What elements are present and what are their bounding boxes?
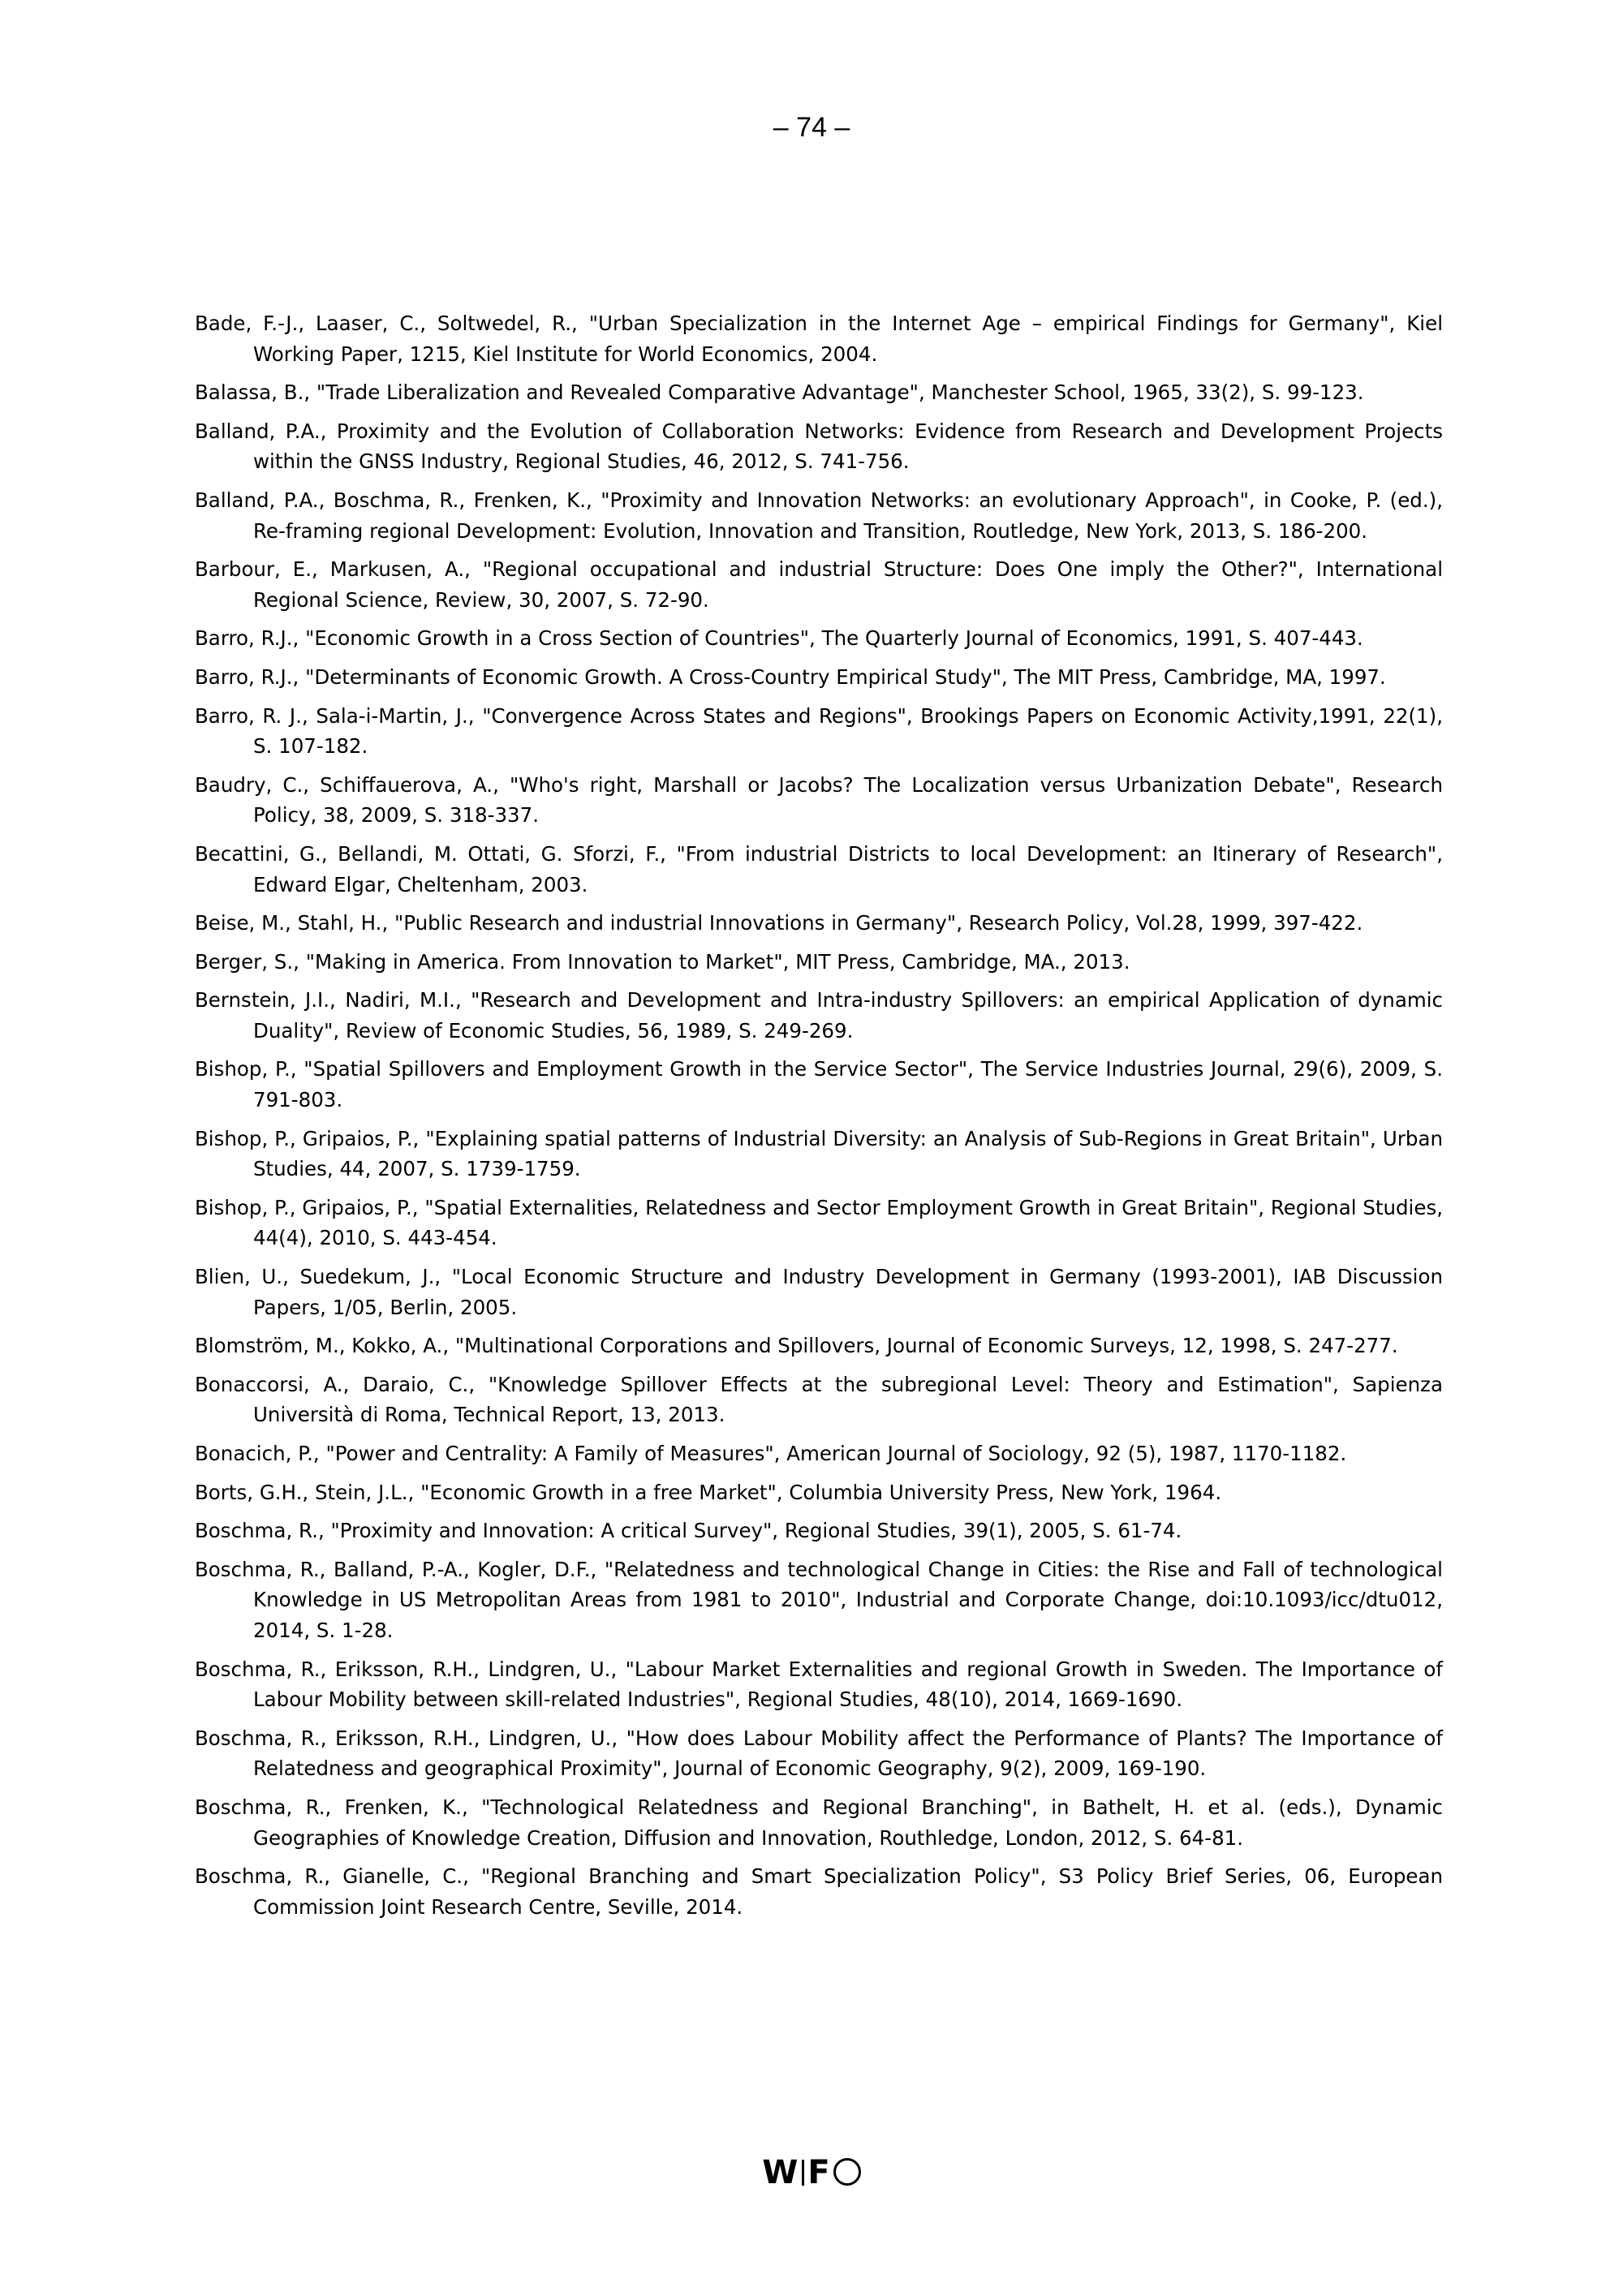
reference-entry: Beise, M., Stahl, H., "Public Research and industrial Innovations in Germany", Research Policy, Vol.28, 1999, 397-422.: [195, 911, 1363, 935]
reference-entry: Becattini, G., Bellandi, M. Ottati, G. Sforzi, F., "From industrial Districts to local Development: an Itinerary of Research", Edward Elgar, Cheltenham, 2003.: [195, 841, 1443, 896]
reference-entry: Barbour, E., Markusen, A., "Regional occupational and industrial Structure: Does One imply the Other?", International Regional Science, Review, 30, 2007, S. 72-90.: [195, 557, 1443, 612]
reference-entry: Boschma, R., Frenken, K., "Technological Relatedness and Regional Branching", in Bathelt, H. et al. (eds.), Dynamic Geographies of Knowledge Creation, Diffusion and Innovation, Routhledge, London, 2012, S. 64-81.: [195, 1795, 1443, 1850]
wifo-logo-mark: W F: [762, 2154, 860, 2191]
reference-entry: Borts, G.H., Stein, J.L., "Economic Growth in a free Market", Columbia University Press, New York, 1964.: [195, 1480, 1222, 1504]
reference-entry: Balassa, B., "Trade Liberalization and Revealed Comparative Advantage", Manchester School, 1965, 33(2), S. 99-123.: [195, 381, 1364, 405]
reference-entry: Boschma, R., Gianelle, C., "Regional Branching and Smart Specialization Policy", S3 Policy Brief Series, 06, European Commission Joint Research Centre, Seville, 2014.: [195, 1864, 1443, 1919]
reference-entry: Boschma, R., Balland, P.-A., Kogler, D.F., "Relatedness and technological Change in Cities: the Rise and Fall of technological Knowledge in US Metropolitan Areas from 1981 to 2010", Industrial and Corporate Change, doi:10.1093/icc/dtu012, 2014, S. 1-28.: [195, 1557, 1443, 1642]
reference-entry: Barro, R.J., "Determinants of Economic Growth. A Cross-Country Empirical Study", The MIT Press, Cambridge, MA, 1997.: [195, 664, 1386, 689]
wifo-logo: [0, 2154, 1623, 2191]
reference-entry: Boschma, R., Eriksson, R.H., Lindgren, U., "Labour Market Externalities and regional Growth in Sweden. The Importance of Labour Mobility between skill-related Industries", Regional Studies, 48(10), 2014, 1669-1690.: [195, 1657, 1443, 1712]
reference-entry: Bishop, P., Gripaios, P., "Spatial Externalities, Relatedness and Sector Employment Growth in Great Britain", Regional Studies, 44(4), 2010, S. 443-454.: [195, 1195, 1443, 1250]
reference-entry: Boschma, R., Eriksson, R.H., Lindgren, U., "How does Labour Mobility affect the Performance of Plants? The Importance of Relatedness and geographical Proximity", Journal of Economic Geography, 9(2), 2009, 169-190.: [195, 1726, 1443, 1781]
reference-entry: Bishop, P., "Spatial Spillovers and Employment Growth in the Service Sector", The Service Industries Journal, 29(6), 2009, S. 791-803.: [195, 1057, 1443, 1112]
reference-entry: Blomström, M., Kokko, A., "Multinational Corporations and Spillovers, Journal of Economic Surveys, 12, 1998, S. 247-277.: [195, 1334, 1398, 1358]
reference-entry: Barro, R.J., "Economic Growth in a Cross Section of Countries", The Quarterly Journal of Economics, 1991, S. 407-443.: [195, 626, 1363, 651]
reference-entry: Balland, P.A., Boschma, R., Frenken, K., "Proximity and Innovation Networks: an evolutionary Approach", in Cooke, P. (ed.), Re-framing regional Development: Evolution, Innovation and Transition, Routledge, New York, 2013, S. 186-200.: [195, 488, 1443, 543]
reference-entry: Bishop, P., Gripaios, P., "Explaining spatial patterns of Industrial Diversity: an Analysis of Sub-Regions in Great Britain", Urban Studies, 44, 2007, S. 1739-1759.: [195, 1126, 1443, 1181]
reference-entry: Blien, U., Suedekum, J., "Local Economic Structure and Industry Development in Germany (1993-2001), IAB Discussion Papers, 1/05, Berlin, 2005.: [195, 1265, 1443, 1319]
reference-entry: Bonacich, P., "Power and Centrality: A Family of Measures", American Journal of Sociology, 92 (5), 1987, 1170-1182.: [195, 1442, 1347, 1465]
reference-entry: Bernstein, J.I., Nadiri, M.I., "Research and Development and Intra-industry Spillovers: an empirical Application of dynamic Duality", Review of Economic Studies, 56, 1989, S. 249-269.: [195, 988, 1443, 1043]
reference-list: [195, 308, 1443, 1930]
reference-entry: Bade, F.-J., Laaser, C., Soltwedel, R., "Urban Specialization in the Internet Age – empirical Findings for Germany", Kiel Working Paper, 1215, Kiel Institute for World Economics, 2004.: [195, 312, 1443, 366]
reference-entry: Boschma, R., "Proximity and Innovation: A critical Survey", Regional Studies, 39(1), 2005, S. 61-74.: [195, 1519, 1182, 1543]
reference-entry: Berger, S., "Making in America. From Innovation to Market", MIT Press, Cambridge, MA., 2013.: [195, 949, 1130, 974]
reference-entry: Balland, P.A., Proximity and the Evolution of Collaboration Networks: Evidence from Research and Development Projects within the GNSS Industry, Regional Studies, 46, 2012, S. 741-756.: [195, 419, 1443, 474]
page-number: – 74 –: [773, 112, 850, 143]
reference-entry: Barro, R. J., Sala-i-Martin, J., "Convergence Across States and Regions", Brookings Papers on Economic Activity,1991, 22(1), S. 107-182.: [195, 703, 1443, 759]
reference-entry: Bonaccorsi, A., Daraio, C., "Knowledge Spillover Effects at the subregional Level: Theory and Estimation", Sapienza Università di Roma, Technical Report, 13, 2013.: [195, 1372, 1443, 1427]
reference-entry: Baudry, C., Schiffauerova, A., "Who's right, Marshall or Jacobs? The Localization versus Urbanization Debate", Research Policy, 38, 2009, S. 318-337.: [195, 772, 1443, 828]
